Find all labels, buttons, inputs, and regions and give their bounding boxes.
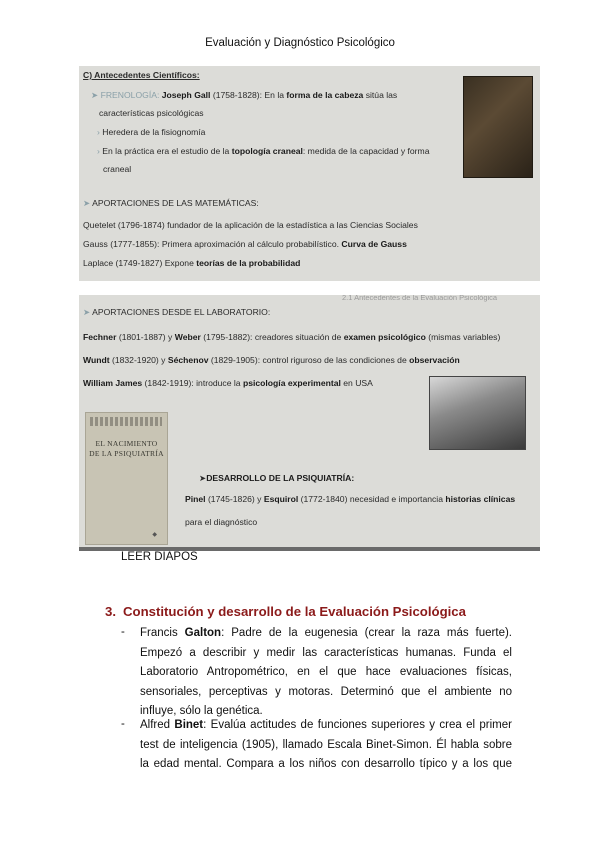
paragraph-line: Francis Galton: Padre de la eugenesia (crear la raza más fuerte). <box>140 627 512 639</box>
paragraph-line: influye, sólo la genética. <box>140 705 263 718</box>
matematicas-heading: ➤ APORTACIONES DE LAS MATEMÁTICAS: <box>83 198 259 208</box>
paragraph-line: Alfred Binet: Evalúa actitudes de funciones superiores y crea el primer <box>140 719 512 731</box>
paragraph-line: Laboratorio Antropométrico, en el que hace evaluaciones físicas, <box>140 666 512 679</box>
quetelet-line: Quetelet (1796-1874) fundador de la aplicación de la estadística a las Ciencias Sociales <box>83 220 418 230</box>
sub-item-topologia-2: craneal <box>103 164 132 174</box>
laboratory-photo-image <box>429 376 526 450</box>
leer-diapos-note: LEER DIAPOS <box>121 551 198 563</box>
fechner-line: Fechner (1801-1887) y Weber (1795-1882): creadores situación de examen psicológico (mismas variables) <box>83 332 501 342</box>
arrow-bullet-icon: ➤ <box>83 198 91 208</box>
laplace-line: Laplace (1749-1827) Expone teorías de la probabilidad <box>83 258 301 268</box>
slide-heading: C) Antecedentes Científicos: <box>83 70 200 80</box>
phrenology-bust-image <box>463 76 533 178</box>
paragraph-line: test de inteligencia (1905), llamado Escala Binet-Simon. Él habla sobre <box>140 738 512 751</box>
wundt-line: Wundt (1832-1920) y Séchenov (1829-1905): control riguroso de las condiciones de observación <box>83 355 460 365</box>
psiquiatria-heading: ➤DESARROLLO DE LA PSIQUIATRÍA: <box>199 473 355 483</box>
laboratorio-heading: ➤ APORTACIONES DESDE EL LABORATORIO: <box>83 307 271 317</box>
section-title: 3. Constitución y desarrollo de la Evaluación Psicológica <box>105 604 466 619</box>
slide-laboratorio-psiquiatria <box>79 295 540 551</box>
paragraph-line: sensoriales, perceptivas y motoras. Determinó que el ambiente no <box>140 685 512 698</box>
sub-item-topologia: › En la práctica era el estudio de la topología craneal: medida de la capacidad y forma <box>97 146 430 156</box>
slide-antecedentes-cientificos <box>79 66 540 281</box>
slide-top-caption: 2.1 Antecedentes de la Evaluación Psicológica <box>342 295 498 302</box>
pinel-line-2: para el diagnóstico <box>185 517 258 527</box>
pinel-line: Pinel (1745-1826) y Esquirol (1772-1840) necesidad e importancia historias clínicas <box>185 494 516 504</box>
arrow-bullet-icon: ➤ <box>83 307 91 317</box>
binet-paragraph <box>140 716 512 775</box>
bullet-dash: - <box>121 718 125 730</box>
paragraph-line: Empezó a describir y medir las características humanas. Funda el <box>140 646 512 659</box>
frenologia-line-2: características psicológicas <box>99 108 204 118</box>
arrow-bullet-icon: ➤ <box>199 473 207 483</box>
gauss-line: Gauss (1777-1855): Primera aproximación al cálculo probabilístico. Curva de Gauss <box>83 239 407 249</box>
book-cover-image: EL NACIMIENTO DE LA PSIQUIATRÍA ◆ <box>85 412 168 545</box>
bullet-dash: - <box>121 626 125 638</box>
page-header: Evaluación y Diagnóstico Psicológico <box>205 37 395 49</box>
arrow-bullet-icon: ➤ <box>91 90 99 100</box>
frenologia-line: ➤ FRENOLOGÍA: Joseph Gall (1758-1828): En la forma de la cabeza sitúa las <box>91 90 398 100</box>
james-line: William James (1842-1919): introduce la psicología experimental en USA <box>83 378 373 388</box>
sub-item-fisiognomia: › Heredera de la fisiognomía <box>97 127 206 137</box>
paragraph-line: la edad mental. Compara a los niños con desarrollo típico y a los que <box>140 758 512 771</box>
galton-paragraph <box>140 624 512 722</box>
